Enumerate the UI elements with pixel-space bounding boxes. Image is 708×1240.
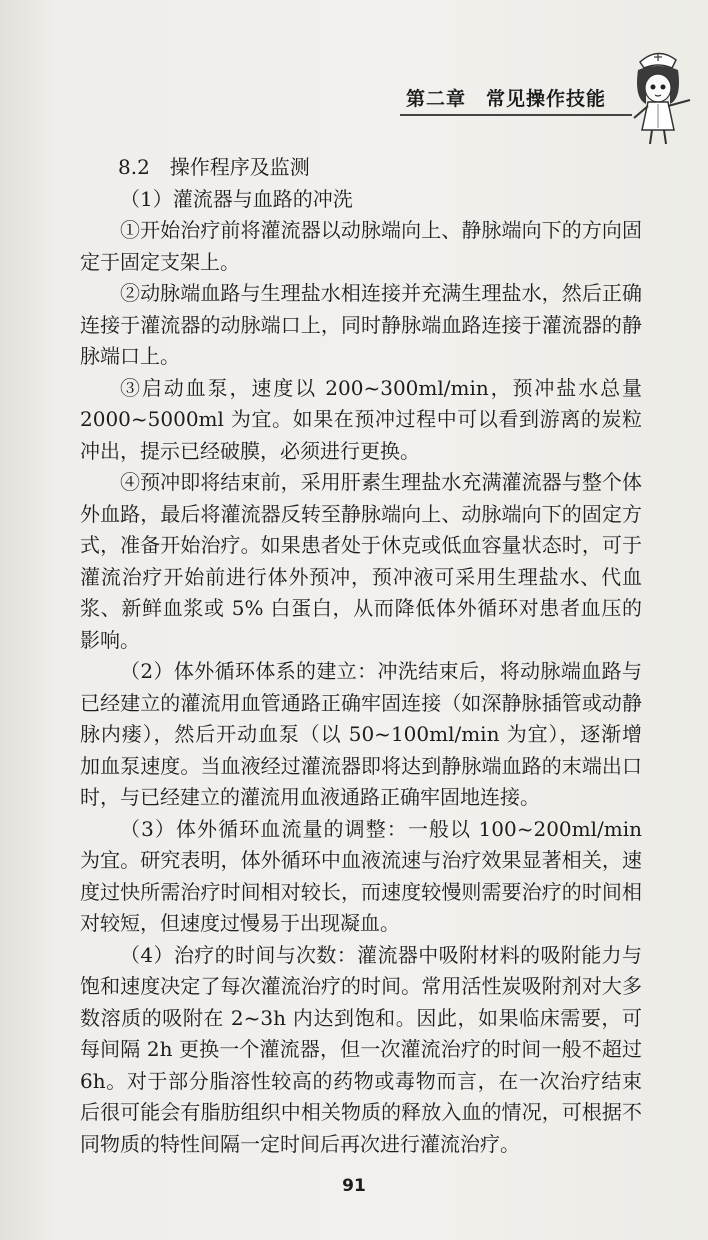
header-rule: [400, 114, 632, 116]
running-header: [0, 78, 708, 118]
paragraph: ③启动血泵，速度以 200~300ml/min，预冲盐水总量 2000~5000ml 为宜。如果在预冲过程中可以看到游离的炭粒冲出，提示已经破膜，必须进行更换。: [80, 375, 642, 463]
chapter-title: 第二章 常见操作技能: [405, 88, 606, 110]
section-title: 8.2 操作程序及监测: [118, 155, 310, 179]
paragraph: （3）体外循环血流量的调整：一般以 100~200ml/min 为宜。研究表明，体外循环中血液流速与治疗效果显著相关，速度过快所需治疗时间相对较长，而速度较慢则需要治疗的时间相对较短，但速度过慢易于出现凝血。: [80, 816, 642, 935]
paragraph: （4）治疗的时间与次数：灌流器中吸附材料的吸附能力与饱和速度决定了每次灌流治疗的时间。常用活性炭吸附剂对大多数溶质的吸附在 2~3h 内达到饱和。因此，如果临床需要，可每间隔 2h 更换一个灌流器，但一次灌流治疗的时间一般不超过6h。对于部分脂溶性较高的药物或毒物而言，在一次治疗结束后很可能会有脂肪组织中相关物质的释放入血的情况，可根据不同物质的特性间隔一定时间后再次进行灌流治疗。: [80, 942, 642, 1156]
paragraph: （2）体外循环体系的建立：冲洗结束后，将动脉端血路与已经建立的灌流用血管通路正确牢固连接（如深静脉插管或动静脉内瘘），然后开动血泵（以 50~100ml/min 为宜），逐渐增加血泵速度。当血液经过灌流器即将达到静脉端血路的末端出口时，与已经建立的灌流用血液通路正确牢固地连接。: [80, 659, 642, 809]
page-number: 91: [342, 1176, 366, 1196]
body-text: [80, 152, 642, 1160]
paragraph: ①开始治疗前将灌流器以动脉端向上、静脉端向下的方向固定于固定支架上。: [80, 218, 642, 274]
subsection-title: （1）灌流器与血路的冲洗: [120, 186, 353, 211]
paragraph: ②动脉端血路与生理盐水相连接并充满生理盐水，然后正确连接于灌流器的动脉端口上，同时静脉端血路连接于灌流器的静脉端口上。: [80, 281, 642, 368]
paragraph: ④预冲即将结束前，采用肝素生理盐水充满灌流器与整个体外血路，最后将灌流器反转至静脉端向上、动脉端向下的固定方式，准备开始治疗。如果患者处于休克或低血容量状态时，可于灌流治疗开始前进行体外预冲，预冲液可采用生理盐水、代血浆、新鲜血浆或 5% 白蛋白，从而降低体外循环对患者血压的影响。: [80, 470, 642, 652]
nurse-cartoon-icon: [612, 44, 704, 148]
